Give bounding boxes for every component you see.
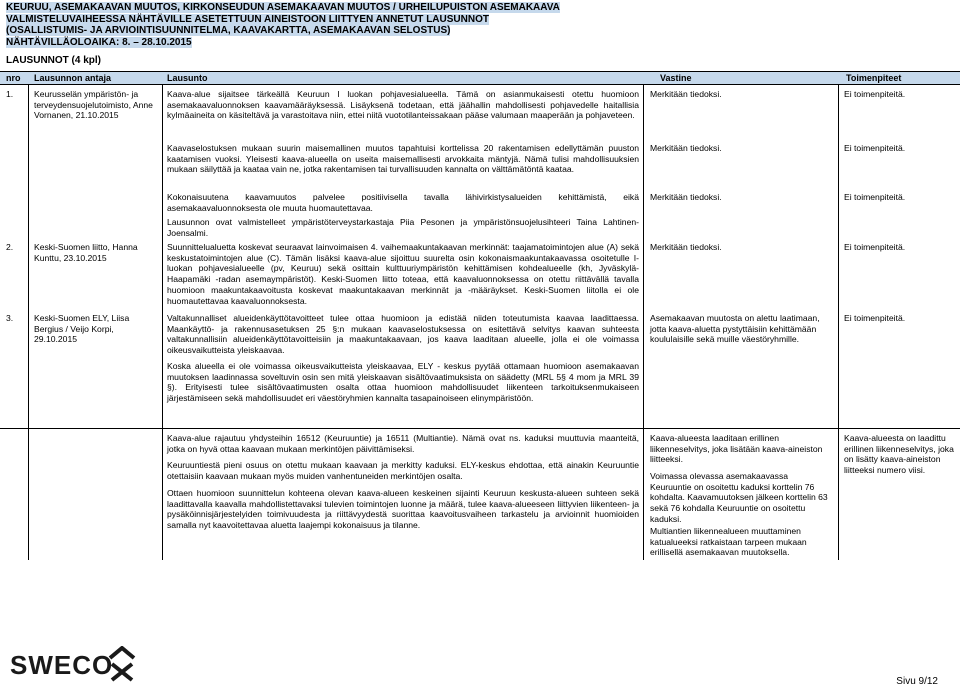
table-header [0,72,960,84]
logo-wordmark: SWECO [10,650,114,680]
row1-lausunto-1: Kaava-alue sijaitsee tärkeällä Keuruun I luokan pohjavesialueella. Tämä on asianmukaisesti otettu huomioon asemakaavaluonnoksen kaavamääräyksessä. Lisäyksenä todetaan, että jäähallin mahdollisesti pohjavedelle haitallisia kylmäaineita on käsiteltävä ja varastoitava niin, ettei niitä vuototilanteissakaan pääse valumaan maaperään ja pohjaveteen. [167,89,639,121]
row4-vastine-2: Voimassa olevassa asemakaavassa Keuruuntie on osoitettu kaduksi korttelin 76 kohdalta. Kaavamuutoksen jälkeen korttelin 63 sekä 76 kohdalla Keuruuntie on osoitettu kaduksi. [650,471,828,524]
col-vastine: Vastine [660,73,692,83]
row2-lausunto-1: Suunnittelualuetta koskevat seuraavat lainvoimaisen 4. vaihemaakuntakaavan merkinnät: taajamatoimintojen alue (A) sekä keskustatoimintojen alue (C). Tämän lisäksi kaava-alue sijoittuu suurelta osin kokonaismaakuntakaavassa osoitetulle I-luokan pohjavesialueelle (pv, Keuruu) sekä osittain kulttuuriympäristön kehittämisen kohdealueelle (kh, Jyväskylä-Haapamäki -radan asemaympäristöt). Keski-Suomen liitto toteaa, että kaavaluonnoksessa on otettu riittävällä tavalla huomioon maakuntakaavoitusta koskevat maakuntakaavan merkinnät ja -määräykset. Keski-Suomen liitolla ei ole huomautettavaa kaavaluonnoksesta. [167,242,639,306]
row3-antaja: Keski-Suomen ELY, Liisa Bergius / Veijo Korpi, 29.10.2015 [34,313,130,345]
header-bottom-rule [0,84,960,85]
row2-antaja: Keski-Suomen liitto, Hanna Kunttu, 23.10.2015 [34,242,138,263]
row4-lausunto-1: Kaava-alue rajautuu yhdysteihin 16512 (Keuruuntie) ja 16511 (Multiantie). Nämä ovat ns. kaduksi muuttuvia maanteitä, jotka on hyvä ottaa kaavaan mukaan merkintöjen päivittämiseksi. [167,433,639,454]
row2-nro: 2. [6,242,14,252]
row1-nro: 1. [6,89,14,99]
row1-toimenpide-3: Ei toimenpiteitä. [844,192,906,202]
header-line-3: (OSALLISTUMIS- JA ARVIOINTISUUNNITELMA, KAAVAKARTTA, ASEMAKAAVAN SELOSTUS) [6,25,451,36]
row3-vastine-1: Asemakaavan muutosta on alettu laatimaan, jotta kaava-aluetta pystyttäisiin kehittämään koululaisille sekä muille väestöryhmille. [650,313,820,345]
grid-col-4b [838,428,839,560]
col-antaja: Lausunnon antaja [34,73,112,83]
row2-vastine-1: Merkitään tiedoksi. [650,242,722,252]
grid-col-1b [28,428,29,560]
row4-vastine-3: Multiantien liikennealueen muuttaminen katualueeksi ratkaistaan tarpeen mukaan erillisellä asemakaavan muutoksella. [650,526,807,558]
grid-col-2b [162,428,163,560]
row1-toimenpide-2: Ei toimenpiteitä. [844,143,906,153]
grid-col-1 [28,84,29,428]
grid-col-3b [643,428,644,560]
row3-nro: 3. [6,313,14,323]
row4-toimenpide-1: Kaava-alueesta on laadittu erillinen liikenneselvitys, joka on lisätty kaava-aineiston liitteeksi numero viisi. [844,433,954,476]
grid-col-3 [643,84,644,428]
col-toimenpiteet: Toimenpiteet [846,73,902,83]
row1-antaja: Keurusselän ympäristön- ja terveydensuojelutoimisto, Anne Vornanen, 21.10.2015 [34,89,153,121]
col-lausunto: Lausunto [167,73,208,83]
table-top-rule [0,71,960,72]
row3-lausunto-1: Valtakunnalliset alueidenkäyttötavoitteet tulee ottaa huomioon ja edistää niiden toteutumista kaavaa laadittaessa. Maankäyttö- ja rakennusasetuksen 25 §:n mukaan kaavaselostuksessa on esitettävä selvitys kaavan suhteesta valtakunnallisiin alueidenkäyttötavoitteisiin ja maakuntakaavaan, jos kaava laaditaan alueelle, jolla ei ole voimassa oikeusvaikutteista yleiskaavaa. [167,313,639,356]
row1-vastine-3: Merkitään tiedoksi. [650,192,722,202]
row4-lausunto-3: Ottaen huomioon suunnittelun kohteena olevan kaava-alueen keskeinen sijainti Keuruun keskusta-alueen suhteen sekä laadittavalla kaavalla mahdollistettavaksi tulevien toimintojen luonne ja määrä, tulee kaava-alueeseen liittyvien liikenteen- ja pysäköinnisjärjestelyiden toimivuudesta ja riittävyydestä suorittaa kaavoitusvaiheen tarkastelu ja arvioinnit huomioiden samalla nyt kaavoitettavaa aluetta laajempi kokonaisuus ja tilanne. [167,488,639,531]
header-line-2: VALMISTELUVAIHEESSA NÄHTÄVILLE ASETETTUUN AINEISTOON LIITTYEN ANNETUT LAUSUNNOT [6,13,489,25]
statements-count: LAUSUNNOT (4 kpl) [6,55,101,66]
sweco-logo [10,646,140,682]
row1-vastine-1: Merkitään tiedoksi. [650,89,722,99]
row1-lausunto-4: Lausunnon ovat valmistelleet ympäristöterveystarkastaja Piia Pesonen ja ympäristönsuojelusihteeri Taina Lahtinen-Joensalmi. [167,217,639,238]
header-line-1: KEURUU, ASEMAKAAVAN MUUTOS, KIRKONSEUDUN ASEMAKAAVAN MUUTOS / URHEILUPUISTON ASEMAKAAVA [6,2,560,13]
section-rule [0,428,960,429]
row4-lausunto-2: Keuruuntiestä pieni osuus on otettu mukaan kaavaan ja merkitty kaduksi. ELY-keskus ehdottaa, että ainakin Keuruuntie otettaisiin kaavaan mukaan myös muiden vanhentuneiden merkintöjen osalta. [167,460,639,481]
col-nro: nro [6,73,21,83]
sweco-mark-icon [106,646,138,682]
grid-col-2 [162,84,163,428]
row2-toimenpide-1: Ei toimenpiteitä. [844,242,906,252]
header-line-4: NÄHTÄVILLÄOLOAIKA: 8. – 28.10.2015 [6,36,192,48]
row1-lausunto-3: Kokonaisuutena kaavamuutos palvelee positiivisella tavalla lähivirkistysalueiden kehittämistä, eikä asemakaavaluonnoksesta ole muuta huomautettavaa. [167,192,639,213]
row4-vastine-1: Kaava-alueesta laaditaan erillinen liikenneselvitys, joka lisätään kaava-aineiston liitteeksi. [650,433,823,465]
page-number: Sivu 9/12 [896,676,938,687]
row3-toimenpide-1: Ei toimenpiteitä. [844,313,906,323]
row1-toimenpide-1: Ei toimenpiteitä. [844,89,906,99]
row3-lausunto-2: Koska alueella ei ole voimassa oikeusvaikutteista yleiskaavaa, ELY - keskus pyytää ottamaan huomioon asemakaavan muutoksen laadinnassa soveltuvin osin sen mitä yleiskaavan sisältövaatimuksista on säädetty (MRL 5§ 4 mom ja MRL 39 §). Erityisesti tulee sisältövaatimusten osalta ottaa huomioon mahdollisuudet liikenteen tarkoituksenmukaiseen järjestämiseen sekä mahdollisuudet eri väestöryhmien kannalta tasapainoiseen elinympäristöön. [167,361,639,404]
row1-vastine-2: Merkitään tiedoksi. [650,143,722,153]
row1-lausunto-2: Kaavaselostuksen mukaan suurin maisemallinen muutos tapahtuisi korttelissa 20 rakentamisen edellyttämän puuston kaatamisen vuoksi. Yleisesti kaava-alueella on useita maisemallisesti arvokkaita mäntyjä. Nämä tulisi mahdollisuuksien mukaan säilyttää ja kaataa vain ne, jotka rakentamisen tai turvallisuuden kannalta on välttämätöntä kaataa. [167,143,639,175]
grid-col-4 [838,84,839,428]
document-header [6,2,956,48]
